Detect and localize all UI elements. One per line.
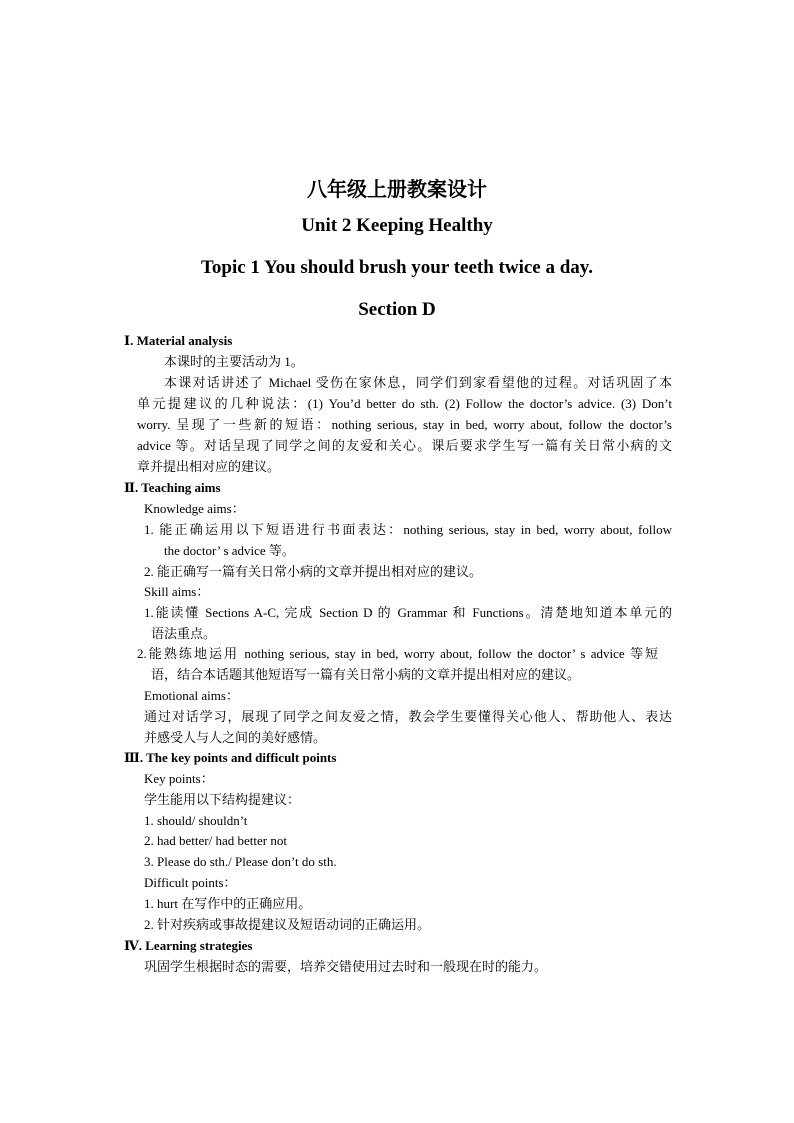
list-item-continuation: the doctor’ s advice 等。	[164, 543, 295, 558]
list-item: 2. had better/ had better not	[144, 833, 287, 848]
paragraph-line: 学生能用以下结构提建议：	[144, 792, 301, 807]
paragraph-line: worry. 呈现了一些新的短语：nothing serious, stay in bed, worry about, follow the doctor’s	[137, 417, 672, 432]
subheading-difficult-points: Difficult points：	[144, 875, 237, 890]
section-title: Section D	[358, 299, 436, 320]
list-item-continuation: 语法重点。	[151, 626, 217, 641]
paragraph-line: 章并提出相对应的建议。	[137, 459, 281, 474]
subheading-skill-aims: Skill aims：	[144, 584, 210, 599]
heading-material-analysis: Ⅰ. Material analysis	[124, 333, 233, 348]
list-item: 1. hurt 在写作中的正确应用。	[144, 896, 312, 911]
topic-title: Topic 1 You should brush your teeth twice a day.	[200, 257, 594, 278]
heading-teaching-aims: Ⅱ. Teaching aims	[124, 480, 221, 495]
document-title: 八年级上册教案设计	[307, 179, 487, 201]
list-item: 1. 能正确运用以下短语进行书面表达：nothing serious, stay in bed, worry about, follow	[144, 522, 672, 537]
paragraph-line: advice 等。对话呈现了同学之间的友爱和关心。课后要求学生写一篇有关日常小病的文	[137, 438, 672, 453]
list-item-continuation: 语，结合本话题其他短语写一篇有关日常小病的文章并提出相对应的建议。	[151, 667, 581, 682]
paragraph-line: 通过对话学习，展现了同学之间友爱之情，教会学生要懂得关心他人、帮助他人、表达	[144, 709, 672, 724]
subheading-knowledge-aims: Knowledge aims：	[144, 501, 245, 516]
list-item: 2. 能正确写一篇有关日常小病的文章并提出相对应的建议。	[144, 564, 483, 579]
list-item: 2.能熟练地运用 nothing serious, stay in bed, worry about, follow the doctor’ s advice 等短	[137, 646, 658, 661]
heading-learning-strategies: Ⅳ. Learning strategies	[124, 938, 253, 953]
unit-title: Unit 2 Keeping Healthy	[301, 215, 493, 236]
paragraph-line: 本课时的主要活动为 1。	[164, 354, 304, 369]
list-item: 1.能读懂 Sections A-C, 完成 Section D 的 Grammar 和 Functions。清楚地知道本单元的	[144, 605, 672, 620]
subheading-emotional-aims: Emotional aims：	[144, 688, 239, 703]
list-item: 3. Please do sth./ Please don’t do sth.	[144, 854, 337, 869]
list-item: 2. 针对疾病或事故提建议及短语动词的正确运用。	[144, 917, 431, 932]
heading-key-points: Ⅲ. The key points and difficult points	[124, 750, 337, 765]
paragraph-line: 单元提建议的几种说法：(1) You’d better do sth. (2) Follow the doctor’s advice. (3) Don’t	[137, 396, 672, 411]
subheading-key-points: Key points：	[144, 771, 214, 786]
paragraph-line: 并感受人与人之间的美好感情。	[144, 730, 327, 745]
list-item: 1. should/ shouldn’t	[144, 813, 248, 828]
paragraph-line: 本课对话讲述了 Michael 受伤在家休息，同学们到家看望他的过程。对话巩固了本	[164, 375, 672, 390]
paragraph-line: 巩固学生根据时态的需要，培养交错使用过去时和一般现在时的能力。	[144, 959, 548, 974]
